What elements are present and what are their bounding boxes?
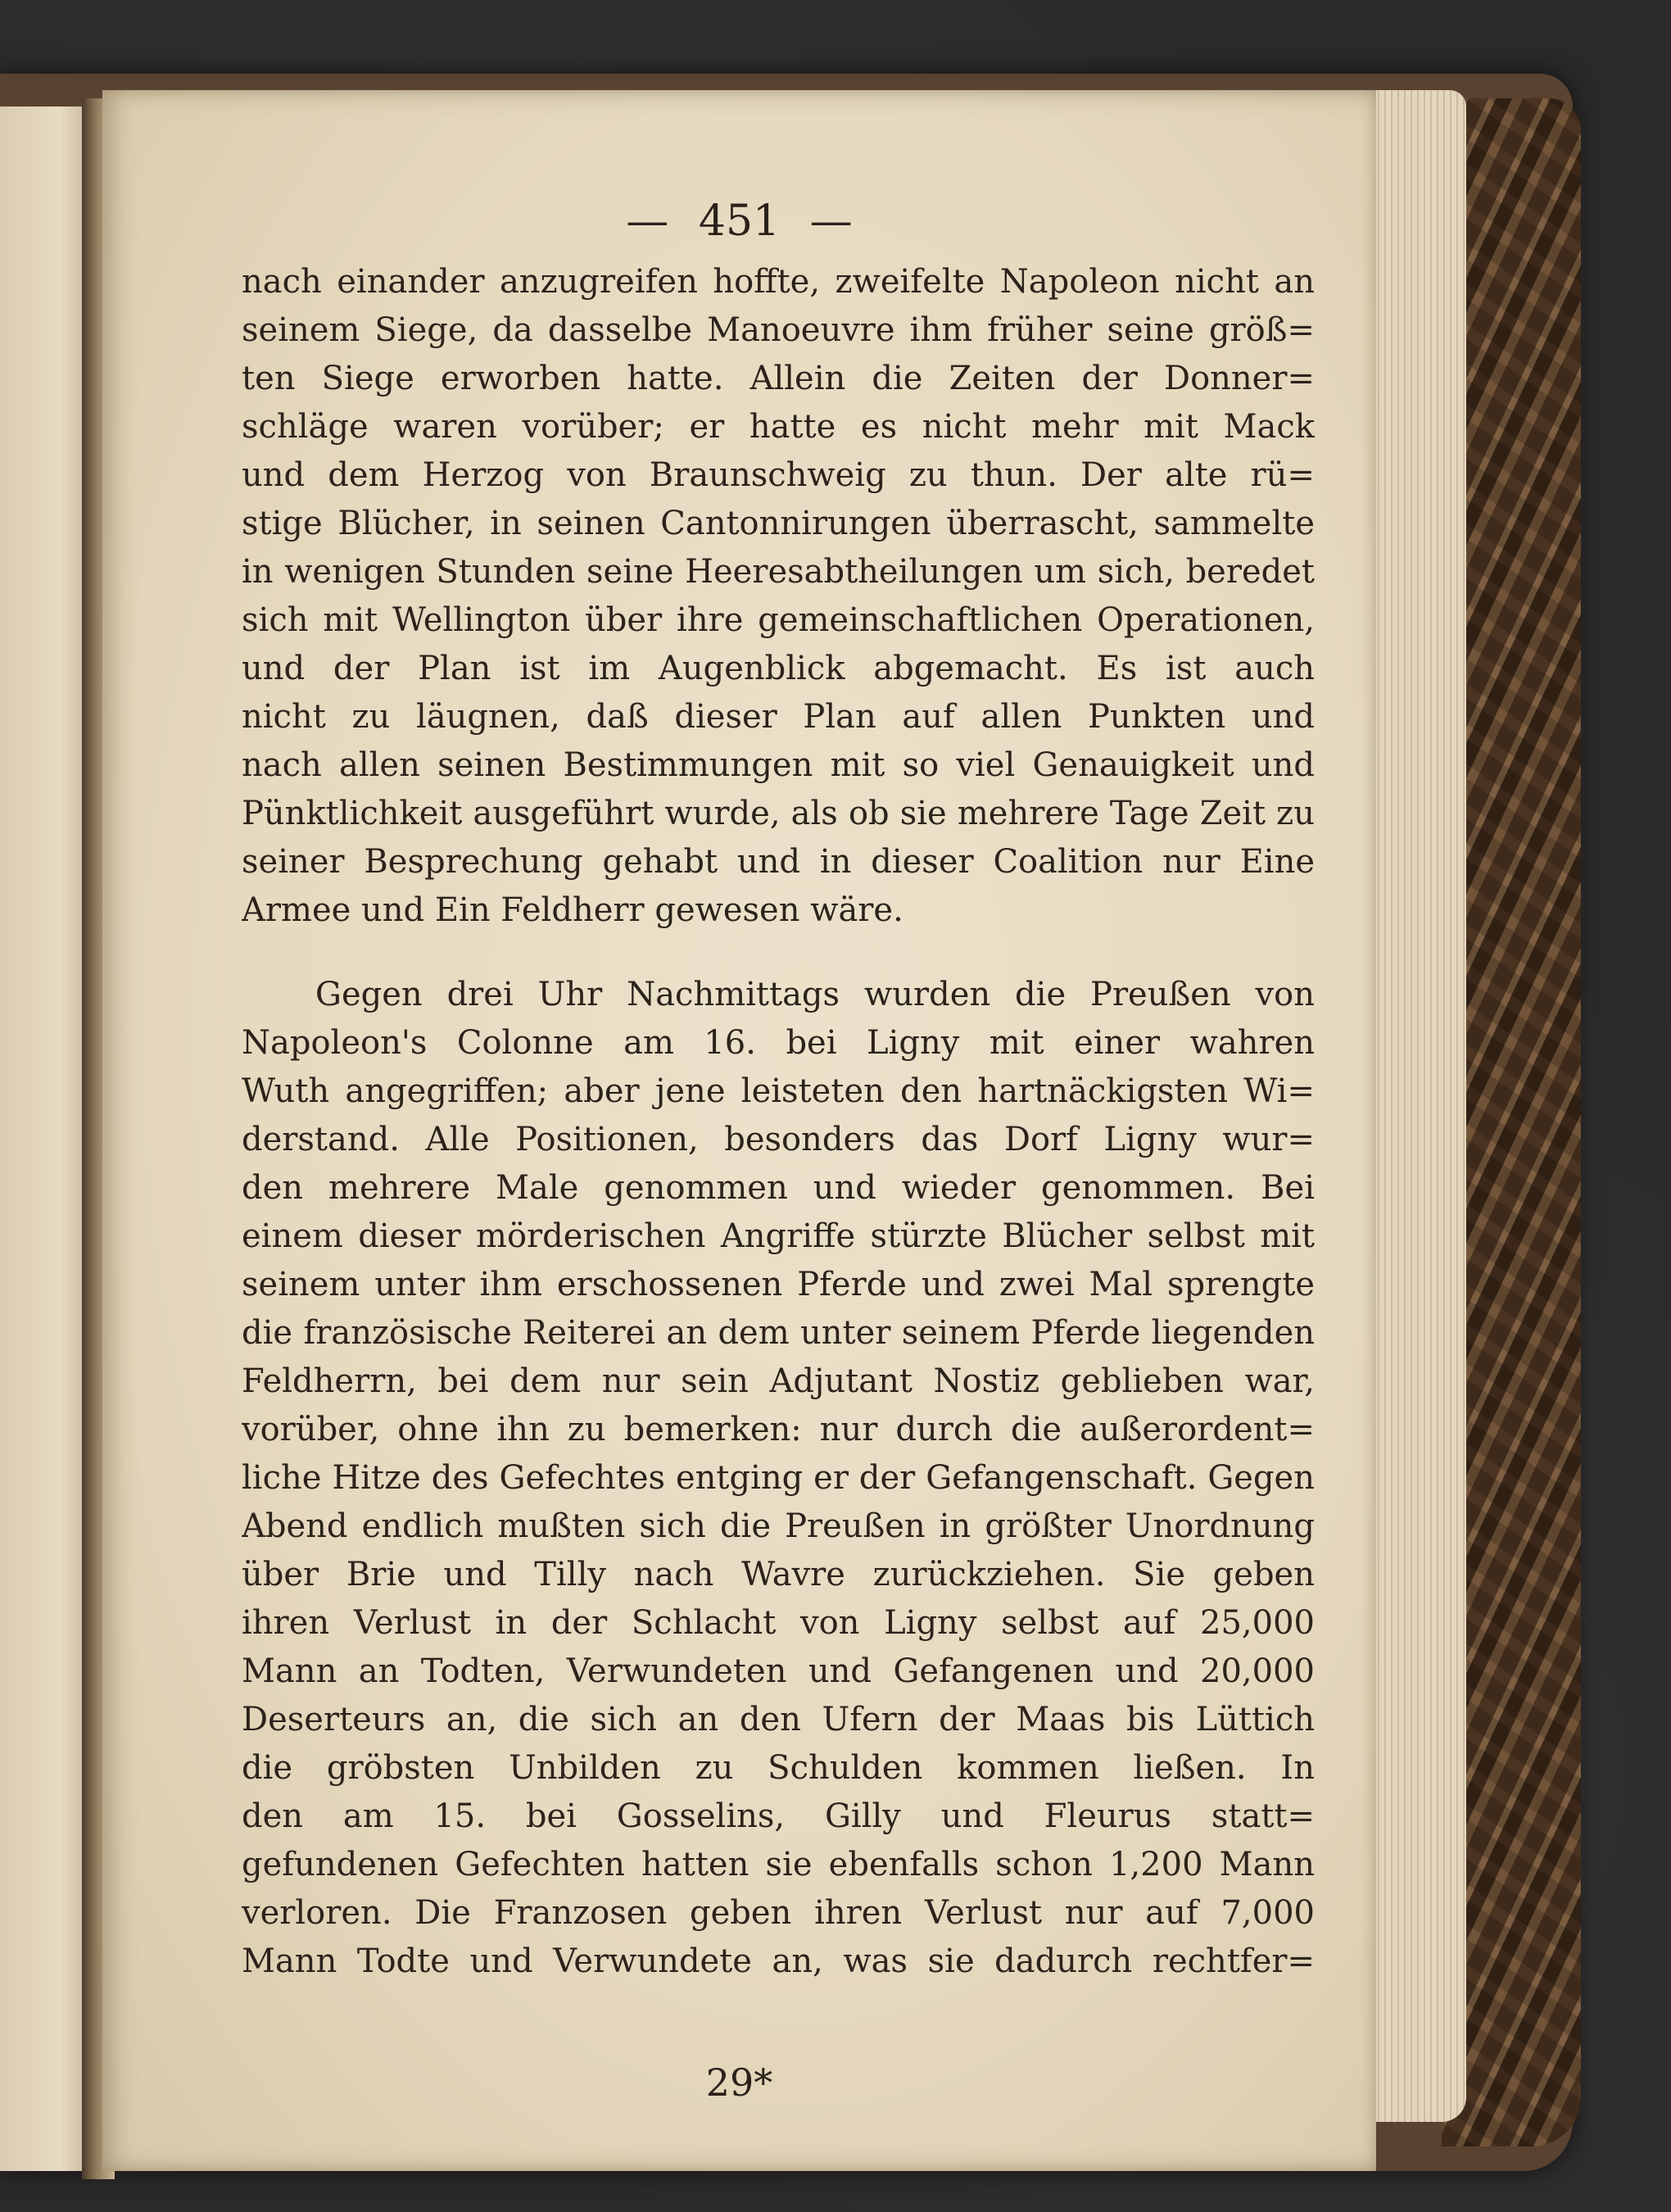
text-line: die gröbsten Unbilden zu Schulden kommen ließen. In <box>242 1749 1315 1787</box>
text-line: liche Hitze des Gefechtes entging er der Gefangenschaft. Gegen <box>242 1459 1315 1497</box>
text-line: seinem unter ihm erschossenen Pferde und zwei Mal sprengte <box>242 1266 1315 1303</box>
text-line: Deserteurs an, die sich an den Ufern der Maas bis Lüttich <box>242 1701 1315 1738</box>
text-line: Feldherrn, bei dem nur sein Adjutant Nostiz geblieben war, <box>242 1362 1315 1400</box>
text-line: gefundenen Gefechten hatten sie ebenfalls schon 1,200 Mann <box>242 1846 1315 1883</box>
text-line: Pünktlichkeit ausgeführt wurde, als ob sie mehrere Tage Zeit zu <box>242 795 1315 832</box>
text-line: stige Blücher, in seinen Cantonnirungen überrascht, sammelte <box>242 505 1315 542</box>
text-line: Mann Todte und Verwundete an, was sie dadurch rechtfer= <box>242 1942 1315 1980</box>
header-dash-left: — <box>626 197 669 246</box>
text-line: über Brie und Tilly nach Wavre zurückziehen. Sie geben <box>242 1556 1315 1593</box>
text-line: nach allen seinen Bestimmungen mit so viel Genauigkeit und <box>242 746 1315 784</box>
text-line: schläge waren vorüber; er hatte es nicht mehr mit Mack <box>242 408 1315 446</box>
text-line: einem dieser mörderischen Angriffe stürzte Blücher selbst mit <box>242 1217 1315 1255</box>
text-line: und der Plan ist im Augenblick abgemacht. Es ist auch <box>242 650 1315 687</box>
text-line: ihren Verlust in der Schlacht von Ligny selbst auf 25,000 <box>242 1604 1315 1642</box>
text-line: derstand. Alle Positionen, besonders das Dorf Ligny wur= <box>242 1121 1315 1158</box>
body-text <box>242 258 1315 1986</box>
text-line: nicht zu läugnen, daß dieser Plan auf allen Punkten und <box>242 698 1315 736</box>
page-number: 451 <box>698 197 781 246</box>
text-line: verloren. Die Franzosen geben ihren Verlust nur auf 7,000 <box>242 1894 1315 1932</box>
text-line: in wenigen Stunden seine Heeresabtheilungen um sich, beredet <box>242 553 1315 591</box>
text-line: den am 15. bei Gosselins, Gilly und Fleurus statt= <box>242 1797 1315 1835</box>
text-line: Mann an Todten, Verwundeten und Gefangenen und 20,000 <box>242 1652 1315 1690</box>
book-page <box>102 90 1376 2171</box>
text-line: Napoleon's Colonne am 16. bei Ligny mit einer wahren <box>242 1024 1315 1062</box>
text-line: die französische Reiterei an dem unter seinem Pferde liegenden <box>242 1314 1315 1352</box>
paragraph-1 <box>242 258 1315 935</box>
text-line: ten Siege erworben hatte. Allein die Zeiten der Donner= <box>242 360 1315 397</box>
text-line: vorüber, ohne ihn zu bemerken: nur durch die außerordent= <box>242 1411 1315 1448</box>
text-line: seinem Siege, da dasselbe Manoeuvre ihm früher seine größ= <box>242 311 1315 349</box>
text-line: Abend endlich mußten sich die Preußen in größter Unordnung <box>242 1507 1315 1545</box>
signature-mark: 29* <box>705 2060 773 2105</box>
text-line: seiner Besprechung gehabt und in dieser Coalition nur Eine <box>242 843 1315 881</box>
text-line: Armee und Ein Feldherr gewesen wäre. <box>242 891 903 929</box>
text-line: Wuth angegriffen; aber jene leisteten den hartnäckigsten Wi= <box>242 1072 1315 1110</box>
text-line: und dem Herzog von Braunschweig zu thun. Der alte rü= <box>242 456 1315 494</box>
text-line: Gegen drei Uhr Nachmittags wurden die Preußen von <box>315 976 1315 1013</box>
text-line: nach einander anzugreifen hoffte, zweifelte Napoleon nicht an <box>242 263 1315 301</box>
header-dash-right: — <box>809 197 853 246</box>
text-line: sich mit Wellington über ihre gemeinschaftlichen Operationen, <box>242 601 1315 639</box>
paragraph-gap <box>242 935 1315 971</box>
paragraph-2 <box>242 971 1315 1986</box>
text-line: den mehrere Male genommen und wieder genommen. Bei <box>242 1169 1315 1207</box>
